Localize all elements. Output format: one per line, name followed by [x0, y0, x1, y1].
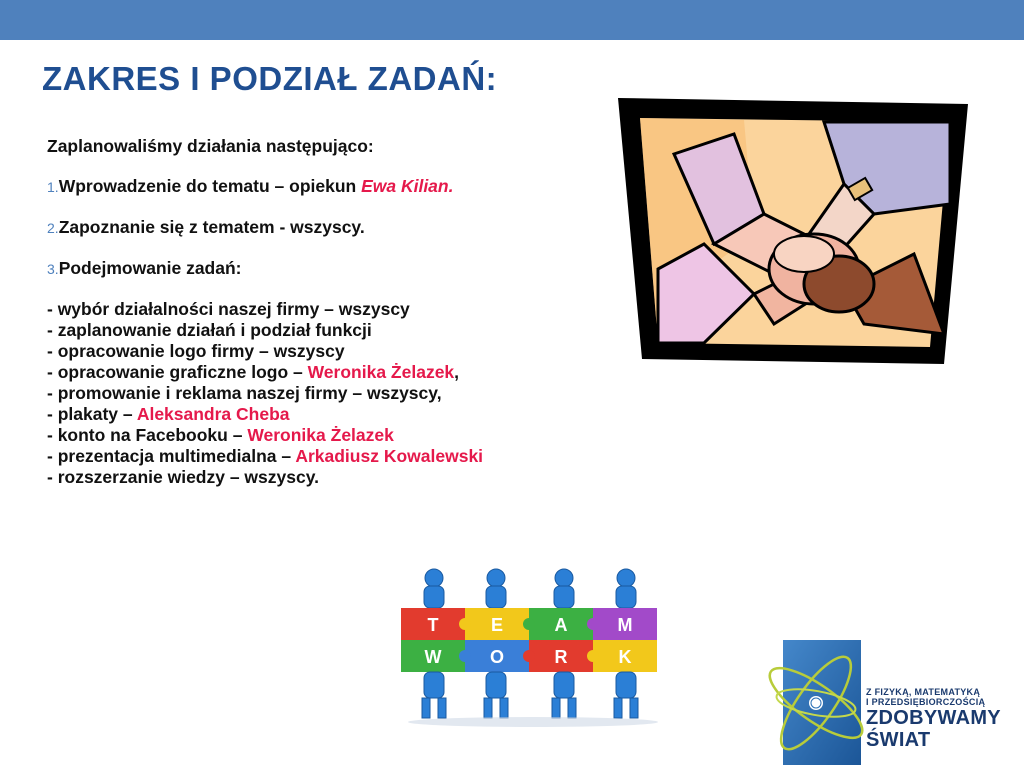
item-highlight: Ewa Kilian. [361, 176, 454, 196]
puzzle-letter: R [554, 647, 568, 667]
logo-text [866, 687, 1001, 751]
task-item: - opracowanie logo firmy – wszyscy [47, 341, 345, 361]
item-number: 1. [47, 179, 59, 195]
item-number: 2. [47, 220, 59, 236]
puzzle-letter: K [618, 647, 632, 667]
top-bar [0, 0, 1024, 40]
intro-text: Zaplanowaliśmy działania następująco: [47, 136, 374, 156]
task-item [47, 425, 647, 446]
task-highlight: Weronika Żelazek [307, 362, 455, 382]
puzzle-letter: O [489, 647, 505, 667]
numbered-item-2 [47, 217, 647, 239]
task-suffix: , [454, 362, 460, 382]
logo-line-4: ŚWIAT [866, 729, 931, 751]
task-text: - opracowanie graficzne logo – [47, 362, 308, 382]
puzzle-letter: W [424, 647, 442, 667]
item-text: Wprowadzenie do tematu – opiekun [58, 176, 362, 196]
task-item: - wybór działalności naszej firmy – wszyscy [47, 299, 410, 319]
task-item: - rozszerzanie wiedzy – wszyscy. [47, 467, 320, 487]
task-item [47, 446, 647, 467]
logo-line-3: ZDOBYWAMY [866, 707, 1001, 729]
numbered-item-1 [47, 176, 647, 198]
item-number: 3. [47, 261, 59, 277]
logo-line-2: I PRZEDSIĘBIORCZOŚCIĄ [866, 697, 986, 707]
task-text: - plakaty – [47, 404, 137, 424]
task-item [47, 362, 647, 383]
hands-picture [614, 94, 972, 367]
puzzle-letter: T [427, 615, 439, 635]
logo-line-1: Z FIZYKĄ, MATEMATYKĄ [866, 687, 981, 697]
puzzle-letter: M [617, 615, 633, 635]
task-item: - promowanie i reklama naszej firmy – wszyscy, [47, 383, 442, 403]
task-text: - konto na Facebooku – [47, 425, 248, 445]
item-text: Podejmowanie zadań: [58, 258, 242, 278]
slide-body [47, 136, 647, 488]
puzzle-letter: E [490, 615, 504, 635]
task-text: - prezentacja multimedialna – [47, 446, 296, 466]
item-text: Zapoznanie się z tematem - wszyscy. [58, 217, 365, 237]
task-item: - zaplanowanie działań i podział funkcji [47, 320, 372, 340]
task-highlight: Arkadiusz Kowalewski [295, 446, 484, 466]
task-highlight: Weronika Żelazek [247, 425, 394, 445]
slide-title: ZAKRES I PODZIAŁ ZADAŃ: [42, 60, 498, 97]
task-item [47, 404, 647, 425]
puzzle-letter: A [554, 615, 568, 635]
task-highlight: Aleksandra Cheba [136, 404, 290, 424]
teamwork-puzzle-picture [396, 566, 670, 728]
numbered-item-3 [47, 258, 647, 280]
